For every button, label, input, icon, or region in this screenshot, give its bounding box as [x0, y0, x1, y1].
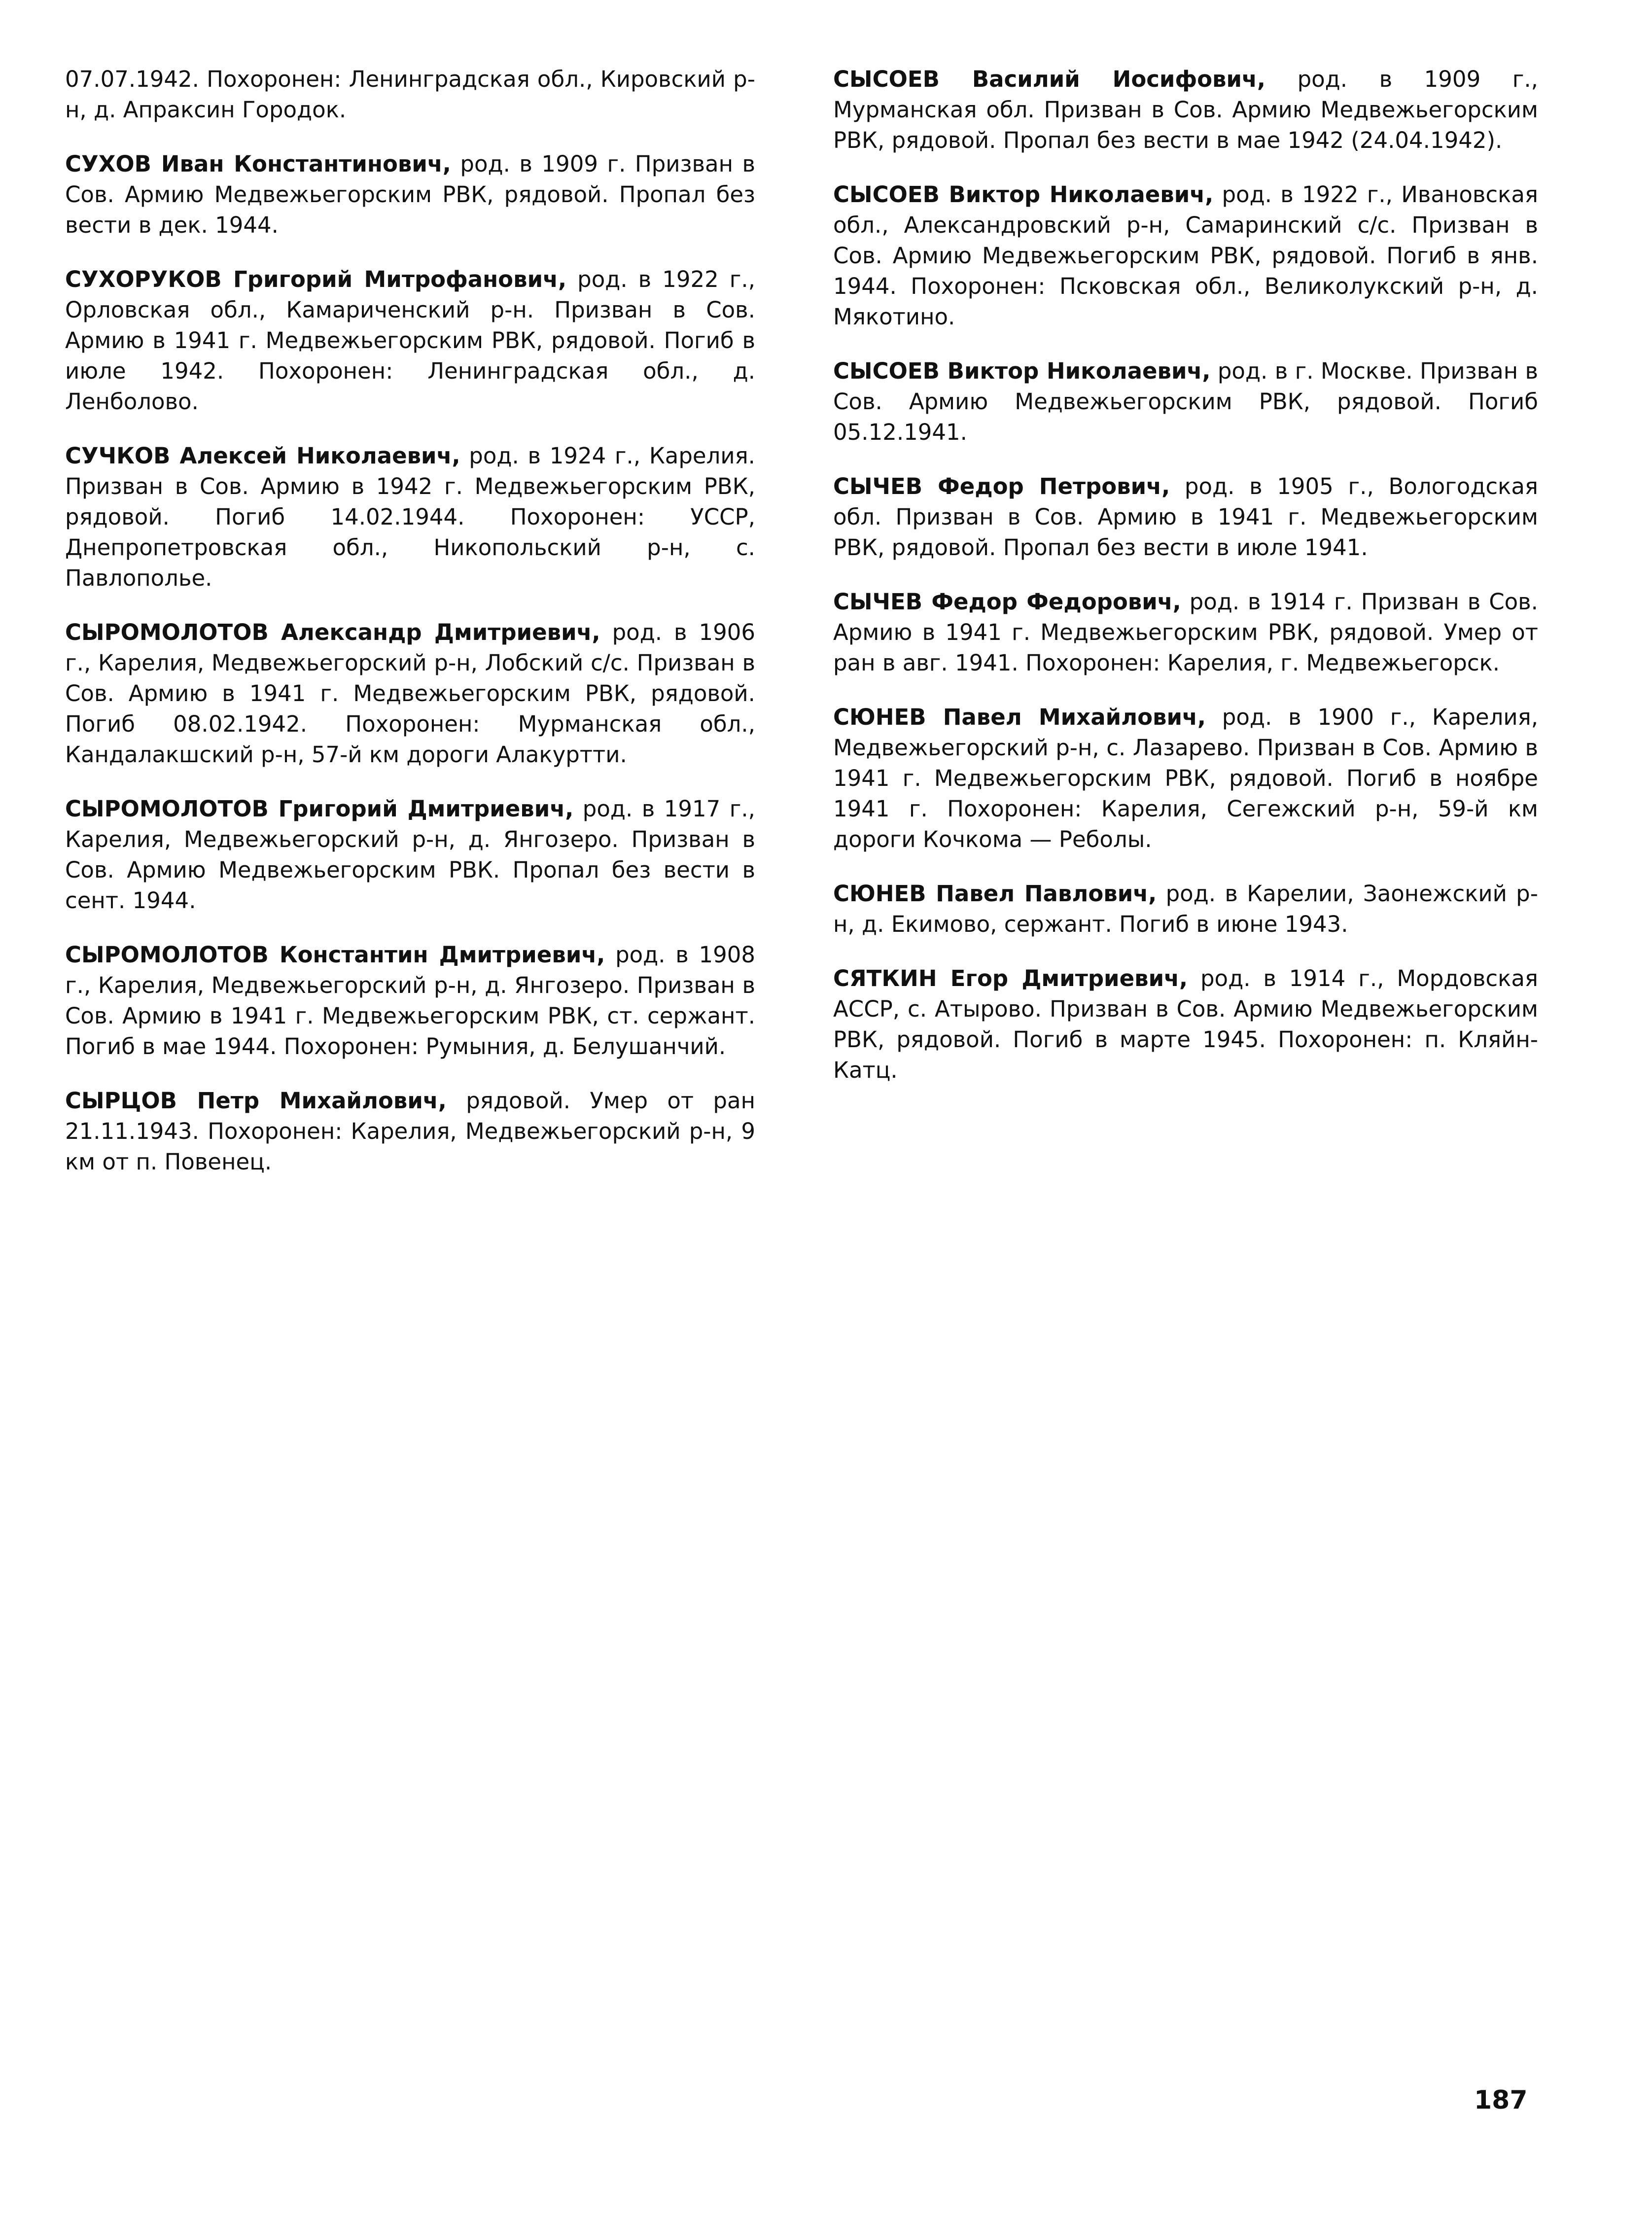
entry-name: СУХОВ Иван Константинович,: [65, 151, 451, 177]
entry-name: СЮНЕВ Павел Михайлович,: [833, 704, 1206, 730]
right-column: [833, 64, 1538, 1109]
entry-text: род. в 1909 г. Призван в Сов. Армию Медвежьегорским РВК, рядовой. Пропал без вести в дек. 1944.: [65, 151, 756, 238]
list-item: [65, 441, 755, 594]
entry-text: род. в 1909 г., Мурманская обл. Призван в Сов. Армию Медвежьегорским РВК, рядовой. Пропал без вести в мае 1942 (24.04.1942).: [833, 66, 1538, 153]
list-item: [65, 1086, 755, 1177]
entry-name: СЮНЕВ Павел Павлович,: [833, 881, 1157, 907]
list-item: [65, 264, 755, 417]
right-entries-list: [833, 64, 1538, 1086]
entry-text: род. в 1908 г., Карелия, Медвежьегорский р-н, д. Янгозеро. Призван в Сов. Армию в 1941 г. Медвежьегорским РВК, ст. сержант. Погиб в мае 1944. Похоронен: Румыния, д. Белушанчий.: [65, 942, 756, 1059]
continuation-text: 07.07.1942. Похоронен: Ленинградская обл., Кировский р-н, д. Апраксин Городок.: [65, 66, 755, 123]
entry-text: род. в Карелии, Заонежский р-н, д. Екимово, сержант. Погиб в июне 1943.: [833, 881, 1538, 937]
list-item: [833, 356, 1538, 448]
entry-text: род. в 1924 г., Карелия. Призван в Сов. Армию в 1942 г. Медвежьегорским РВК, рядовой. Погиб 14.02.1944. Похоронен: УССР, Днепропетровская обл., Никопольский р-н, с. Павлополье.: [65, 443, 755, 591]
entry-text: род. в г. Москве. Призван в Сов. Армию Медвежьегорским РВК, рядовой. Погиб 05.12.1941.: [833, 358, 1538, 445]
list-item: [833, 64, 1538, 156]
list-item: [65, 794, 755, 916]
list-item: [65, 940, 755, 1062]
entry-text: род. в 1922 г., Ивановская обл., Александровский р-н, Самаринский с/с. Призван в Сов. Армию Медвежьегорским РВК, рядовой. Погиб в янв. 1944. Похоронен: Псковская обл., Великолукский р-н, д. Мякотино.: [833, 181, 1538, 330]
entry-name: СЫСОЕВ Виктор Николаевич,: [833, 358, 1211, 384]
list-item: [833, 879, 1538, 940]
entry-name: СЫСОЕВ Василий Иосифович,: [833, 66, 1266, 92]
entry-name: СЫЧЕВ Федор Федорович,: [833, 589, 1181, 615]
entry-name: СУХОРУКОВ Григорий Митрофанович,: [65, 266, 567, 292]
list-item: [833, 471, 1538, 563]
entry-name: СЫРЦОВ Петр Михайлович,: [65, 1088, 447, 1114]
entry-name: СЫРОМОЛОТОВ Григорий Дмитриевич,: [65, 796, 574, 822]
list-item: [833, 587, 1538, 678]
entry-name: СЯТКИН Егор Дмитриевич,: [833, 965, 1188, 991]
entry-name: СЫРОМОЛОТОВ Константин Дмитриевич,: [65, 942, 605, 968]
entry-text: рядовой. Умер от ран 21.11.1943. Похоронен: Карелия, Медвежьегорский р-н, 9 км от п. Повенец.: [65, 1088, 755, 1175]
entry-text: род. в 1914 г. Призван в Сов. Армию в 1941 г. Медвежьегорским РВК, рядовой. Умер от ран в авг. 1941. Похоронен: Карелия, г. Медвежьегорск.: [833, 589, 1538, 676]
entry-name: СЫЧЕВ Федор Петрович,: [833, 473, 1170, 499]
entry-text: род. в 1900 г., Карелия, Медвежьегорский р-н, с. Лазарево. Призван в Сов. Армию в 1941 г. Медвежьегорским РВК, рядовой. Погиб в ноябре 1941 г. Похоронен: Карелия, Сегежский р-н, 59-й км дороги Кочкома — Реболы.: [833, 704, 1538, 852]
list-item: [833, 179, 1538, 332]
entry-text: род. в 1917 г., Карелия, Медвежьегорский р-н, д. Янгозеро. Призван в Сов. Армию Медвежьегорским РВК. Пропал без вести в сент. 1944.: [65, 796, 755, 914]
entry-name: СЫРОМОЛОТОВ Александр Дмитриевич,: [65, 619, 600, 645]
entry-text: род. в 1905 г., Вологодская обл. Призван в Сов. Армию в 1941 г. Медвежьегорским РВК, рядовой. Пропал без вести в июле 1941.: [833, 473, 1539, 561]
entry-name: СЫСОЕВ Виктор Николаевич,: [833, 181, 1214, 208]
entry-name: СУЧКОВ Алексей Николаевич,: [65, 443, 460, 469]
left-entries-list: [65, 149, 755, 1177]
entry-text: род. в 1914 г., Мордовская АССР, с. Атырово. Призван в Сов. Армию Медвежьегорским РВК, рядовой. Погиб в марте 1945. Похоронен: п. Кляйн-Катц.: [833, 965, 1538, 1083]
list-item: [65, 617, 755, 770]
entry-text: род. в 1906 г., Карелия, Медвежьегорский р-н, Лобский с/с. Призван в Сов. Армию в 1941 г. Медвежьегорским РВК, рядовой. Погиб 08.02.1942. Похоронен: Мурманская обл., Кандалакшский р-н, 57-й км дороги Алакуртти.: [65, 619, 756, 768]
page-number: 187: [1474, 2085, 1528, 2115]
left-column: [65, 64, 755, 1201]
list-item: [833, 702, 1538, 855]
entry-text: род. в 1922 г., Орловская обл., Камариченский р-н. Призван в Сов. Армию в 1941 г. Медвежьегорским РВК, рядовой. Погиб в июле 1942. Похоронен: Ленинградская обл., д. Ленболово.: [65, 266, 756, 415]
list-item: [833, 963, 1538, 1086]
list-item: [65, 149, 755, 241]
